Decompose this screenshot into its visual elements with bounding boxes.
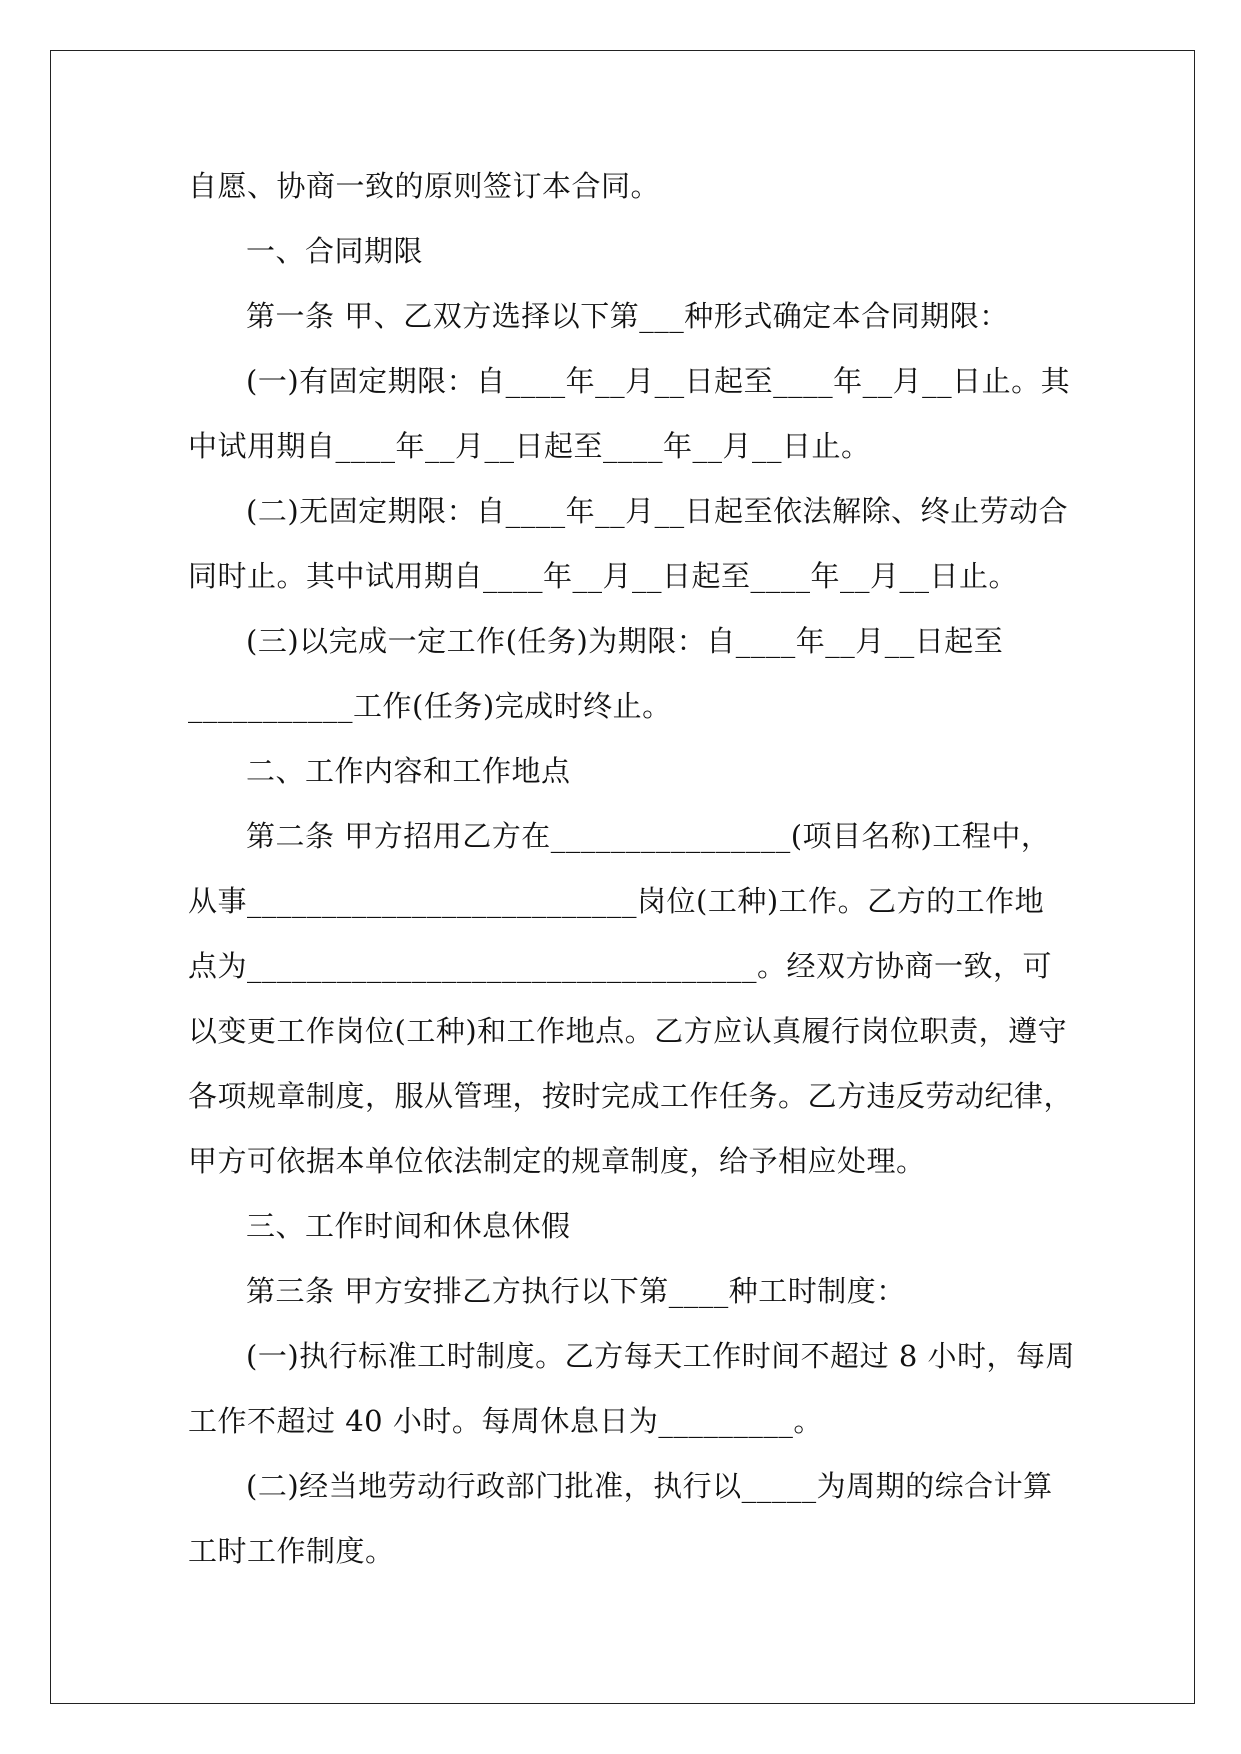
article-2-line-2: 从事__________________________岗位(工种)工作。乙方的工作地 <box>188 884 1045 918</box>
clause-fixed-term-line-1: (一)有固定期限：自____年__月__日起至____年__月__日止。其 <box>246 364 1071 398</box>
article-2-line-5: 各项规章制度，服从管理，按时完成工作任务。乙方违反劳动纪律， <box>188 1079 1074 1113</box>
article-2-line-4: 以变更工作岗位(工种)和工作地点。乙方应认真履行岗位职责，遵守 <box>188 1014 1068 1048</box>
contract-body <box>188 154 1076 1584</box>
clause-task-term-line-1: (三)以完成一定工作(任务)为期限：自____年__月__日起至 <box>246 624 1004 658</box>
clause-open-term-line-1: (二)无固定期限：自____年__月__日起至依法解除、终止劳动合 <box>246 494 1069 528</box>
section-heading-contract-term: 一、合同期限 <box>246 234 424 268</box>
article-1-line: 第一条 甲、乙双方选择以下第___种形式确定本合同期限： <box>246 299 1009 333</box>
clause-comprehensive-hours-line-2: 工时工作制度。 <box>188 1534 395 1568</box>
clause-fixed-term-line-2: 中试用期自____年__月__日起至____年__月__日止。 <box>188 429 871 463</box>
body-line-1: 自愿、协商一致的原则签订本合同。 <box>188 169 661 203</box>
article-2-line-3: 点为__________________________________。经双方协商一致，可 <box>188 949 1053 983</box>
clause-comprehensive-hours-line-1: (二)经当地劳动行政部门批准，执行以_____为周期的综合计算 <box>246 1469 1053 1503</box>
section-heading-work-content: 二、工作内容和工作地点 <box>246 754 571 788</box>
clause-standard-hours-line-1: (一)执行标准工时制度。乙方每天工作时间不超过 8 小时，每周 <box>246 1339 1076 1373</box>
clause-standard-hours-line-2: 工作不超过 40 小时。每周休息日为_________。 <box>188 1404 823 1438</box>
clause-open-term-line-2: 同时止。其中试用期自____年__月__日起至____年__月__日止。 <box>188 559 1019 593</box>
section-heading-work-hours: 三、工作时间和休息休假 <box>246 1209 571 1243</box>
article-3-line: 第三条 甲方安排乙方执行以下第____种工时制度： <box>246 1274 906 1308</box>
article-2-line-6: 甲方可依据本单位依法制定的规章制度，给予相应处理。 <box>188 1144 926 1178</box>
clause-task-term-line-2: ___________工作(任务)完成时终止。 <box>188 689 672 723</box>
article-2-line-1: 第二条 甲方招用乙方在________________(项目名称)工程中， <box>246 819 1051 853</box>
